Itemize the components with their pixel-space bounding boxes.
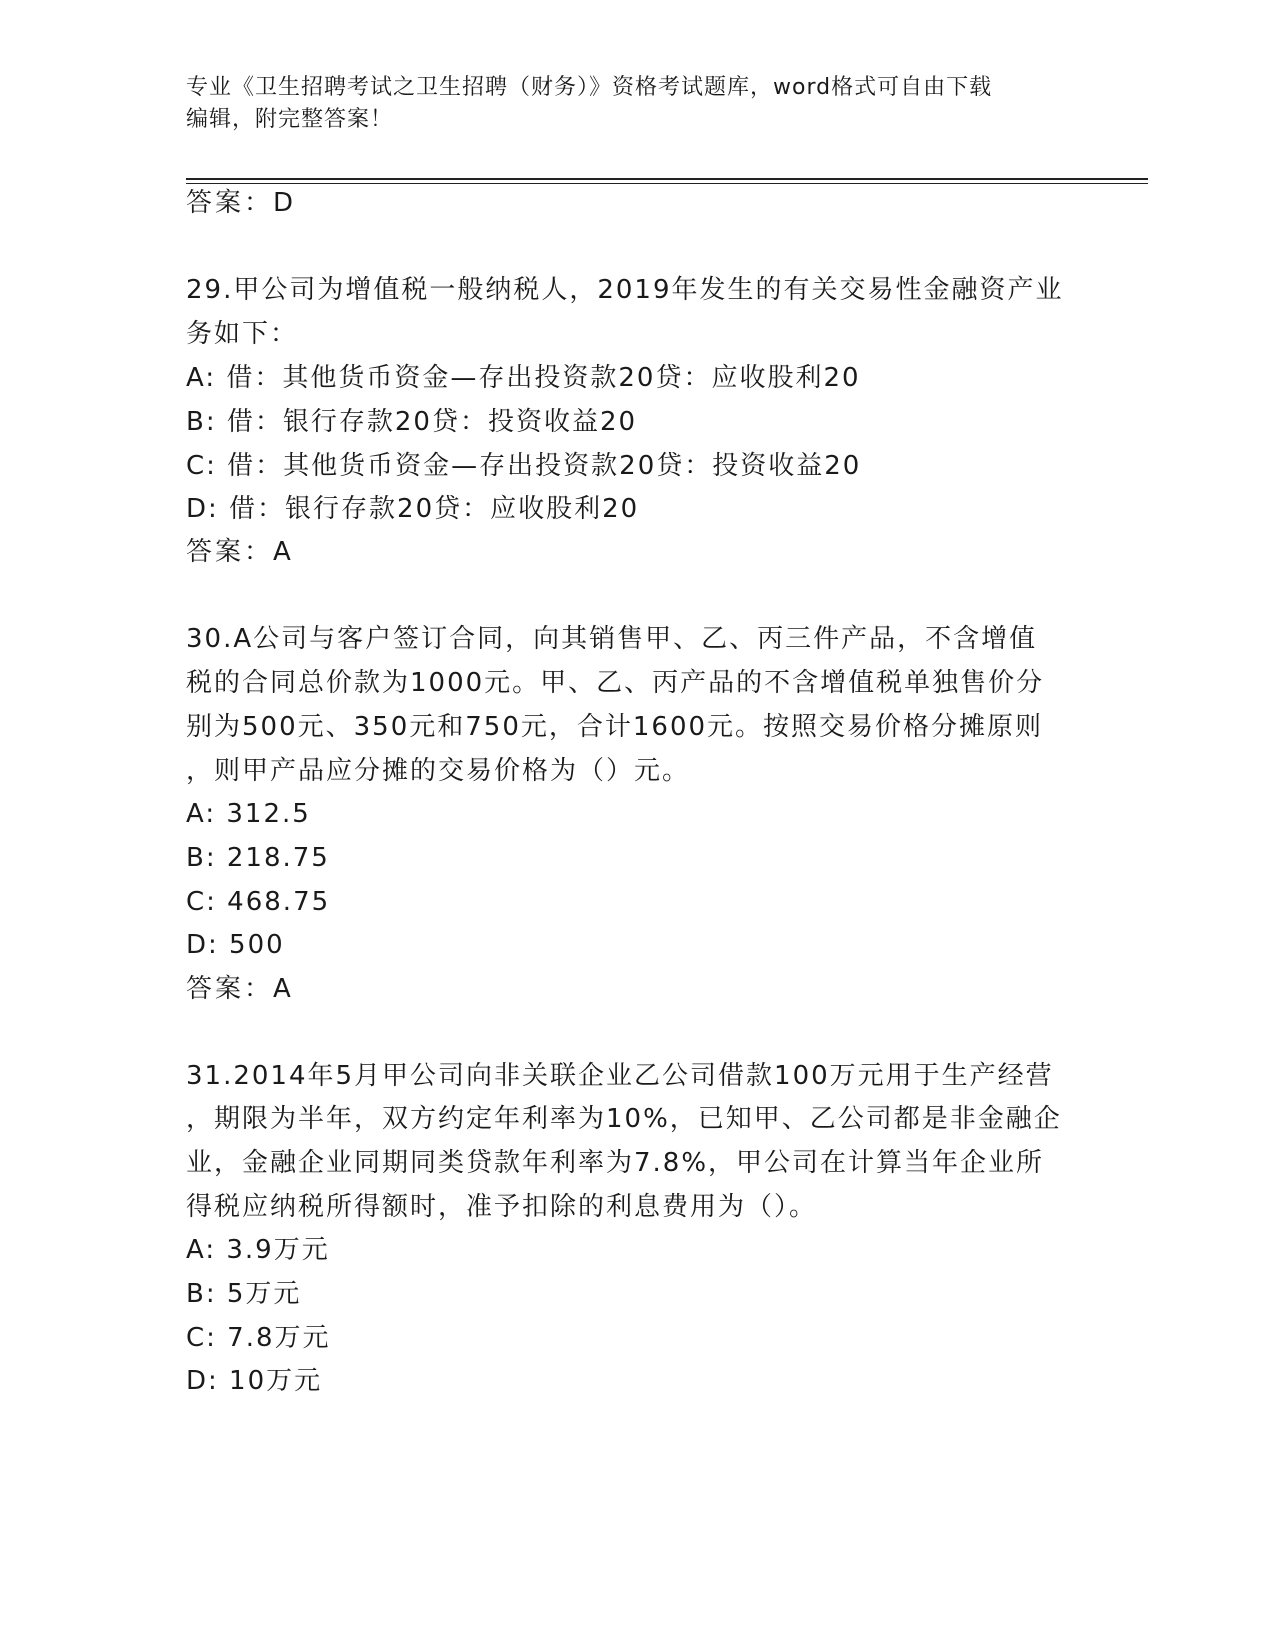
header-rule-thick xyxy=(186,178,1148,180)
question-29-answer: 答案：A xyxy=(186,537,294,567)
question-31-option-b: B: 5万元 xyxy=(186,1279,302,1309)
question-31-text-line-1: 31.2014年5月甲公司向非关联企业乙公司借款100万元用于生产经营 xyxy=(186,1061,1054,1091)
question-29-option-d: D: 借：银行存款20贷：应收股利20 xyxy=(186,494,640,524)
question-30-text-line-4: ，则甲产品应分摊的交易价格为（）元。 xyxy=(186,756,691,786)
question-30-text-line-2: 税的合同总价款为1000元。甲、乙、丙产品的不含增值税单独售价分 xyxy=(186,668,1045,698)
question-29-option-b: B: 借：银行存款20贷：投资收益20 xyxy=(186,407,638,437)
question-29-text-line-2: 务如下： xyxy=(186,319,299,349)
question-29-option-c: C: 借：其他货币资金—存出投资款20贷：投资收益20 xyxy=(186,451,862,481)
question-29-text-line-1: 29.甲公司为增值税一般纳税人，2019年发生的有关交易性金融资产业 xyxy=(186,275,1064,305)
question-31-option-c: C: 7.8万元 xyxy=(186,1323,331,1353)
header-line-1: 专业《卫生招聘考试之卫生招聘（财务）》资格考试题库，word格式可自由下载 xyxy=(186,75,993,100)
question-30-option-c: C: 468.75 xyxy=(186,887,331,917)
question-31-option-a: A: 3.9万元 xyxy=(186,1235,330,1265)
question-31-text-line-2: ，期限为半年，双方约定年利率为10%，已知甲、乙公司都是非金融企 xyxy=(186,1104,1062,1134)
header-line-2: 编辑，附完整答案！ xyxy=(186,107,394,132)
question-30-text-line-1: 30.A公司与客户签订合同，向其销售甲、乙、丙三件产品，不含增值 xyxy=(186,624,1038,654)
question-30-text-line-3: 别为500元、350元和750元，合计1600元。按照交易价格分摊原则 xyxy=(186,712,1044,742)
answer-label: 答案：D xyxy=(186,188,297,218)
question-30-option-a: A: 312.5 xyxy=(186,799,311,829)
question-29-option-a: A: 借：其他货币资金—存出投资款20贷：应收股利20 xyxy=(186,363,861,393)
header-rule-thin xyxy=(186,183,1148,184)
question-30-option-d: D: 500 xyxy=(186,930,285,960)
question-31-text-line-4: 得税应纳税所得额时，准予扣除的利息费用为（）。 xyxy=(186,1192,818,1222)
document-header xyxy=(186,72,1086,136)
question-30-option-b: B: 218.75 xyxy=(186,843,330,873)
question-30-answer: 答案：A xyxy=(186,974,294,1004)
question-31-option-d: D: 10万元 xyxy=(186,1366,323,1396)
question-31-text-line-3: 业，金融企业同期同类贷款年利率为7.8%，甲公司在计算当年企业所 xyxy=(186,1148,1045,1178)
